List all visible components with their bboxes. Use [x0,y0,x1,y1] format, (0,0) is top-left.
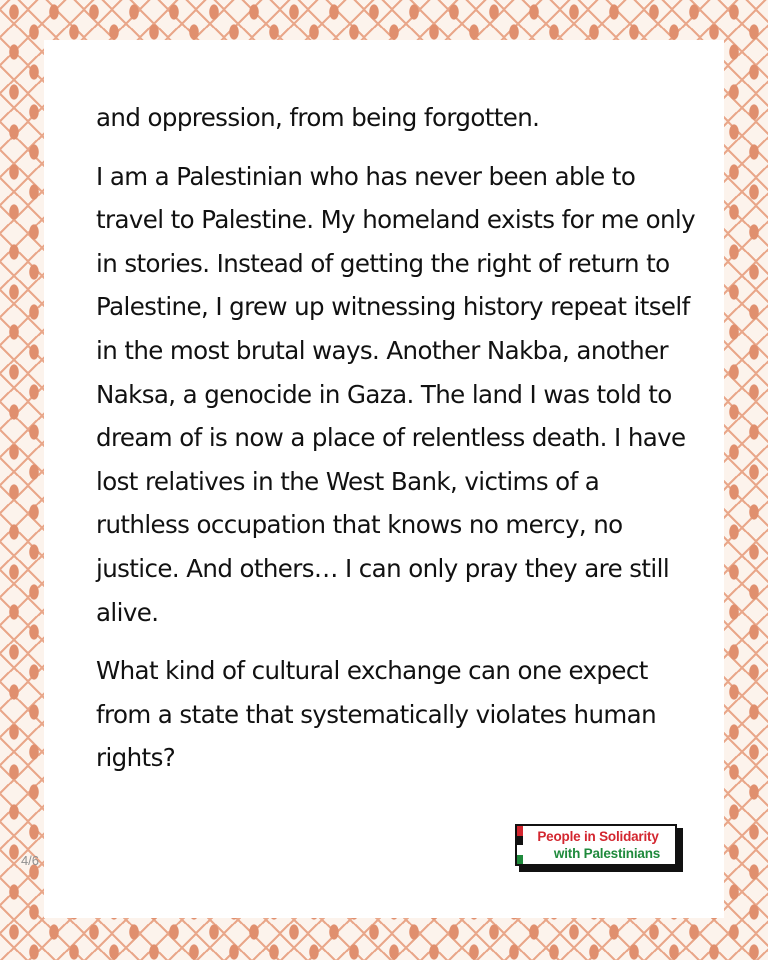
logo-line-2: with Palestinians [553,846,661,861]
body-text [96,96,696,795]
logo-box [515,824,677,866]
solidarity-logo [515,824,683,872]
paragraph-1: and oppression, from being forgotten. [96,103,540,132]
page-indicator: 4/6 [20,853,40,868]
paragraph-2: I am a Palestinian who has never been able to travel to Palestine. My homeland exists for me only in stories. Instead of getting the right of return to Palestine, I grew up witnessing history repeat itself in the most brutal ways. Another Nakba, another Naksa, a genocide in Gaza. The land I was told to dream of is now a place of relentless death. I have lost relatives in the West Bank, victims of a ruthless occupation that knows no mercy, no justice. And others… I can only pray they are still alive. [96,161,696,627]
text-card [44,40,724,918]
paragraph-3: What kind of cultural exchange can one expect from a state that systematically violates human rights? [96,656,656,773]
logo-line-1: People in Solidarity [537,829,659,844]
